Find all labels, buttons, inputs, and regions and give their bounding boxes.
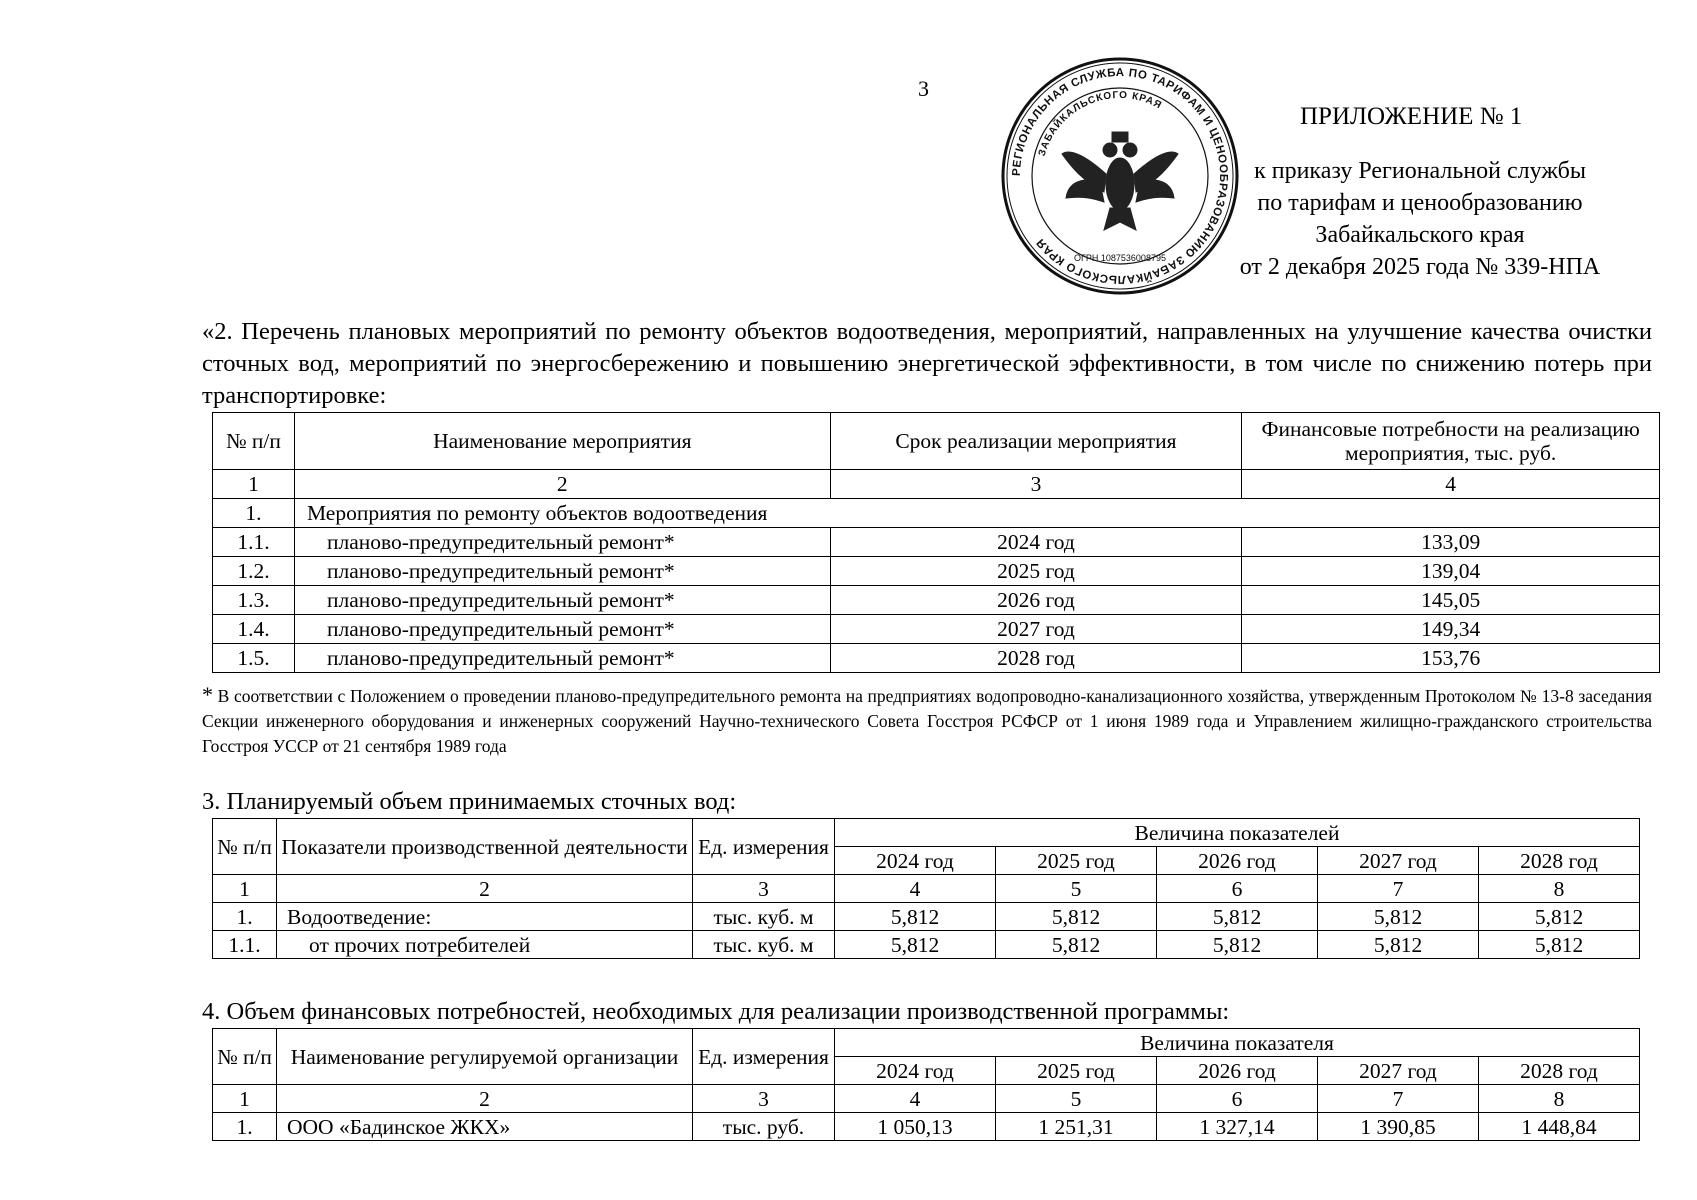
- table-cell: 1.: [213, 1113, 277, 1141]
- seal-outer-text: РЕГИОНАЛЬНАЯ СЛУЖБА ПО ТАРИФАМ И ЦЕНООБРАЗОВАНИЮ ЗАБАЙКАЛЬСКОГО КРАЯ: [1010, 66, 1230, 286]
- column-number-row: [213, 875, 1640, 903]
- table-cell: 1 327,14: [1157, 1113, 1318, 1141]
- header-cell: Наименование регулируемой организации: [277, 1029, 693, 1085]
- table-cell: 1 390,85: [1318, 1113, 1479, 1141]
- table-row: [213, 644, 1660, 673]
- table-cell: 1.1.: [213, 931, 277, 959]
- table-cell: 3: [830, 470, 1242, 499]
- table-cell: 4: [835, 875, 996, 903]
- table-cell: планово-предупредительный ремонт*: [294, 557, 830, 586]
- table-cell: 5,812: [1479, 931, 1640, 959]
- table-cell: 4: [835, 1085, 996, 1113]
- financial-needs-table: [212, 1028, 1640, 1141]
- section-2-intro: «2. Перечень плановых мероприятий по ремонту объектов водоотведения, мероприятий, направленных на улучшение качества очистки сточных вод, мероприятий по энергосбережению и повышению энергетической эффективности, в том числе по снижению потерь при транспортировке:: [202, 318, 1652, 409]
- table-header-row: [213, 413, 1660, 470]
- year-header-cell: 2024 год: [835, 847, 996, 875]
- table-cell: 1.5.: [213, 644, 295, 673]
- table-cell: 3: [693, 1085, 835, 1113]
- table-cell: 133,09: [1242, 528, 1660, 557]
- table-cell: 5,812: [996, 903, 1157, 931]
- table-header-row: [213, 1029, 1640, 1057]
- table-cell: 5,812: [835, 931, 996, 959]
- table-cell: 5,812: [1157, 903, 1318, 931]
- table-cell: 5,812: [996, 931, 1157, 959]
- table-cell: 1 050,13: [835, 1113, 996, 1141]
- seal-inner-text: ЗАБАЙКАЛЬСКОГО КРАЯ: [1036, 89, 1164, 158]
- table-row: [213, 615, 1660, 644]
- header-cell: Ед. измерения: [693, 819, 835, 875]
- year-header-cell: 2025 год: [996, 847, 1157, 875]
- table-cell: 139,04: [1242, 557, 1660, 586]
- table-cell: 145,05: [1242, 586, 1660, 615]
- header-cell: Ед. измерения: [693, 1029, 835, 1085]
- section-4-title: 4. Объем финансовых потребностей, необходимых для реализации производственной программы:: [202, 998, 1230, 1025]
- year-header-cell: 2028 год: [1479, 1057, 1640, 1085]
- wastewater-volume-table: [212, 818, 1640, 959]
- table-cell: 1: [213, 470, 295, 499]
- table-cell: 2026 год: [830, 586, 1242, 615]
- table-cell: 2: [277, 1085, 693, 1113]
- table-cell: 153,76: [1242, 644, 1660, 673]
- year-header-cell: 2027 год: [1318, 847, 1479, 875]
- table-cell: 5,812: [1157, 931, 1318, 959]
- table-cell: 149,34: [1242, 615, 1660, 644]
- table-cell: 7: [1318, 1085, 1479, 1113]
- table-row: [213, 528, 1660, 557]
- table-group-row: [213, 499, 1660, 528]
- table-row: [213, 903, 1640, 931]
- eagle-emblem-icon: [1062, 132, 1178, 230]
- year-header-cell: 2025 год: [996, 1057, 1157, 1085]
- column-number-row: [213, 470, 1660, 499]
- table-cell: 2028 год: [830, 644, 1242, 673]
- table-header-row: [213, 819, 1640, 847]
- table-cell: тыс. куб. м: [693, 903, 835, 931]
- table-cell: 5,812: [1479, 903, 1640, 931]
- table-cell: 5: [996, 875, 1157, 903]
- repair-measures-table: [212, 412, 1660, 673]
- table-cell: 1 251,31: [996, 1113, 1157, 1141]
- table-cell: Мероприятия по ремонту объектов водоотведения: [294, 499, 1659, 528]
- table-cell: 3: [693, 875, 835, 903]
- table-cell: ООО «Бадинское ЖКХ»: [277, 1113, 693, 1141]
- table-cell: 2025 год: [830, 557, 1242, 586]
- appendix-line: Забайкальского края: [1315, 222, 1525, 248]
- year-header-cell: 2024 год: [835, 1057, 996, 1085]
- appendix-line: от 2 декабря 2025 года № 339-НПА: [1239, 254, 1601, 280]
- table-cell: 1.1.: [213, 528, 295, 557]
- seal-ogrn: ОГРН 1087536008795: [1074, 253, 1166, 263]
- year-header-cell: 2026 год: [1157, 847, 1318, 875]
- header-cell: № п/п: [213, 819, 277, 875]
- table-cell: 5,812: [835, 903, 996, 931]
- table-cell: 1.2.: [213, 557, 295, 586]
- table-cell: тыс. куб. м: [693, 931, 835, 959]
- header-cell: Срок реализации мероприятия: [830, 413, 1242, 470]
- footnote-text: В соответствии с Положением о проведении планово-предупредительного ремонта на предприятиях водопроводно-канализационного хозяйства, утвержденным Протоколом № 13-8 заседания Секции инженерного оборудования и инженерных сооружений Научно-технического Совета Госстроя РСФСР от 1 июня 1989 года и Управлением жилищно-гражданского строительства Госстроя УССР от 21 сентября 1989 года: [202, 686, 1653, 756]
- table-cell: 5,812: [1318, 903, 1479, 931]
- column-number-row: [213, 1085, 1640, 1113]
- year-header-cell: 2028 год: [1479, 847, 1640, 875]
- table-cell: 1.4.: [213, 615, 295, 644]
- table-cell: 8: [1479, 875, 1640, 903]
- year-header-cell: 2026 год: [1157, 1057, 1318, 1085]
- appendix-title: ПРИЛОЖЕНИЕ № 1: [1300, 103, 1523, 130]
- header-cell: № п/п: [213, 413, 295, 470]
- table-cell: 2024 год: [830, 528, 1242, 557]
- table-row: [213, 557, 1660, 586]
- table-cell: 6: [1157, 875, 1318, 903]
- table-cell: 6: [1157, 1085, 1318, 1113]
- header-cell: № п/п: [213, 1029, 277, 1085]
- table-cell: 8: [1479, 1085, 1640, 1113]
- table-cell: тыс. руб.: [693, 1113, 835, 1141]
- table-cell: планово-предупредительный ремонт*: [294, 528, 830, 557]
- table-cell: 1.: [213, 903, 277, 931]
- table-cell: планово-предупредительный ремонт*: [294, 644, 830, 673]
- table-cell: 2027 год: [830, 615, 1242, 644]
- table-cell: 1.3.: [213, 586, 295, 615]
- table-row: [213, 586, 1660, 615]
- header-cell: Наименование мероприятия: [294, 413, 830, 470]
- table-cell: 2: [294, 470, 830, 499]
- header-cell: Величина показателей: [835, 819, 1640, 847]
- table-cell: 5,812: [1318, 931, 1479, 959]
- table-row: [213, 1113, 1640, 1141]
- header-cell: Величина показателя: [835, 1029, 1640, 1057]
- footnote-marker: *: [202, 682, 213, 707]
- table-cell: 1.: [213, 499, 295, 528]
- header-cell: Финансовые потребности на реализацию мероприятия, тыс. руб.: [1242, 413, 1660, 470]
- table-cell: 7: [1318, 875, 1479, 903]
- table-cell: Водоотведение:: [277, 903, 693, 931]
- table-cell: 4: [1242, 470, 1660, 499]
- table-cell: 1: [213, 875, 277, 903]
- table-cell: планово-предупредительный ремонт*: [294, 586, 830, 615]
- section-3-title: 3. Планируемый объем принимаемых сточных вод:: [202, 788, 737, 815]
- appendix-line: по тарифам и ценообразованию: [1257, 190, 1583, 216]
- appendix-line: к приказу Региональной службы: [1254, 158, 1586, 184]
- table-cell: от прочих потребителей: [277, 931, 693, 959]
- page-number: 3: [918, 76, 929, 101]
- table-cell: 1 448,84: [1479, 1113, 1640, 1141]
- table-row: [213, 931, 1640, 959]
- year-header-cell: 2027 год: [1318, 1057, 1479, 1085]
- table-cell: планово-предупредительный ремонт*: [294, 615, 830, 644]
- header-cell: Показатели производственной деятельности: [277, 819, 693, 875]
- table-cell: 1: [213, 1085, 277, 1113]
- appendix-order-reference: [1200, 155, 1640, 283]
- table-cell: 2: [277, 875, 693, 903]
- table-cell: 5: [996, 1085, 1157, 1113]
- footnote: [202, 682, 1652, 759]
